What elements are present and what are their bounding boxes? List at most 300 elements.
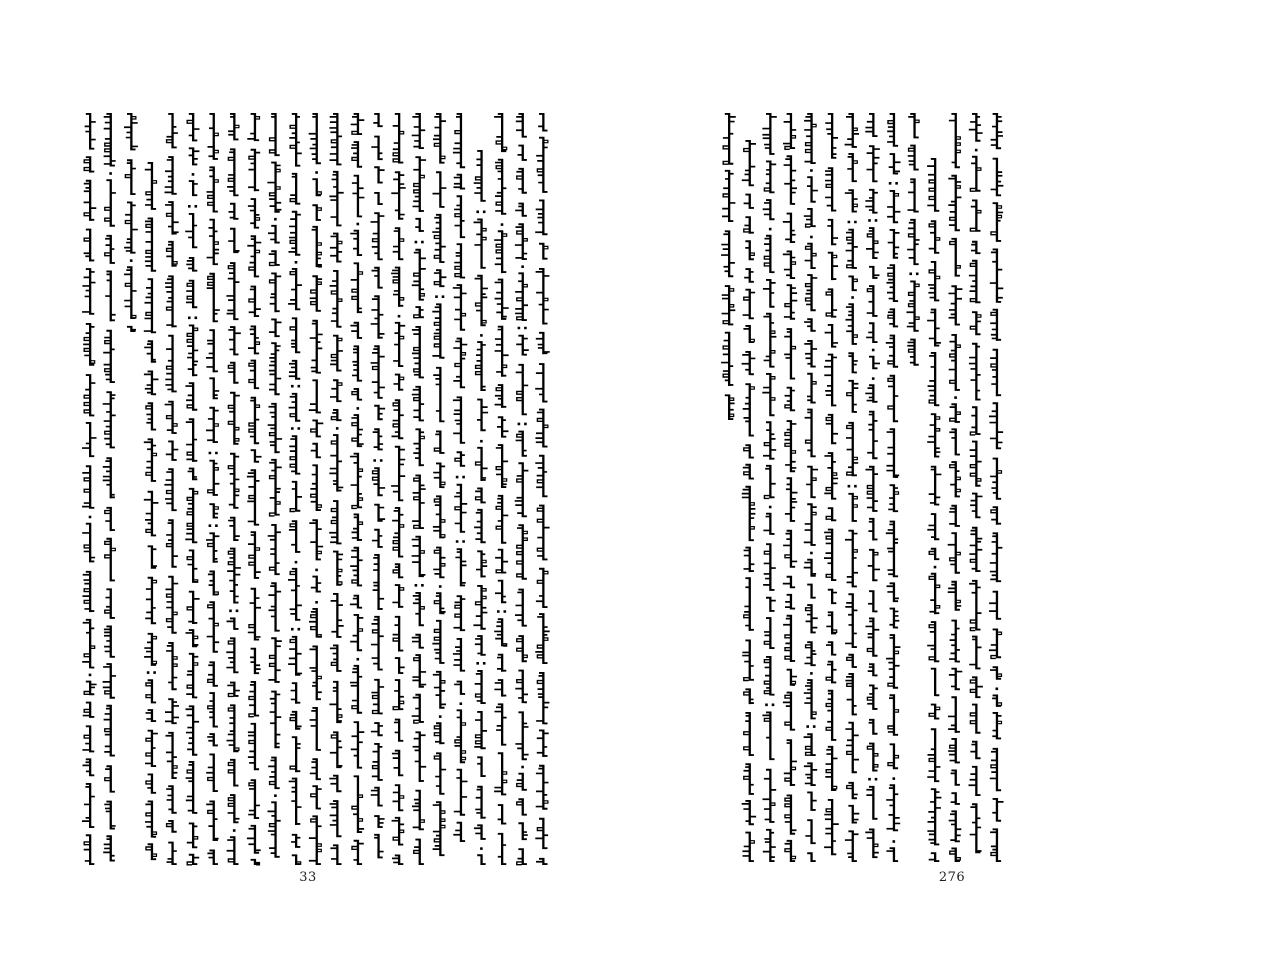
script-word [412,475,426,530]
script-word [763,513,774,535]
script-word [889,153,901,174]
script-word [515,223,528,260]
text-column [267,113,282,858]
script-word [516,335,529,356]
script-word [743,688,754,704]
script-word [989,591,1001,620]
script-word [845,530,858,588]
script-word [146,709,157,722]
script-word [535,200,547,236]
script-word [330,233,343,263]
script-word [395,657,405,674]
text-column [845,113,860,862]
script-word [393,322,405,367]
punctuation-dot [274,218,277,221]
script-word [288,268,302,310]
script-word [783,615,795,662]
script-word [742,140,756,186]
script-word [846,303,858,345]
script-word [268,757,280,790]
script-word [331,593,344,638]
right-page-number: 276 [938,870,966,885]
script-word [477,854,486,865]
text-column [886,113,901,862]
script-word [515,670,528,704]
script-word [350,614,363,651]
script-word [391,446,405,502]
script-word [289,113,302,167]
script-word [948,532,961,574]
script-word [351,262,363,313]
script-word [434,269,447,287]
script-word [929,466,942,506]
script-word [209,503,218,518]
script-word [949,505,960,527]
script-word [845,189,858,212]
script-word [516,431,527,457]
script-word [148,545,157,568]
script-word [84,681,97,696]
punctuation-full-stop [291,385,300,388]
script-word [206,754,218,793]
script-word [248,531,261,579]
script-word [331,409,342,421]
script-word [495,549,508,574]
script-word [352,514,364,542]
script-word [824,529,836,581]
script-word [166,820,177,833]
script-word [228,453,240,509]
script-word [185,382,197,411]
script-word [477,399,488,432]
script-word [310,464,322,511]
script-word [374,166,384,183]
script-word [270,691,282,749]
script-word [867,285,878,317]
script-word [124,202,138,254]
script-word [165,201,179,235]
script-word [309,815,322,865]
script-word [865,189,878,214]
script-word [209,377,219,399]
script-word [104,538,116,582]
punctuation-full-stop [229,610,238,613]
script-word [867,145,880,182]
script-word [228,326,241,355]
script-word [207,219,219,265]
script-word [187,854,200,866]
script-word [165,156,177,195]
script-word [433,463,445,489]
text-column [927,158,941,862]
script-word [867,685,878,710]
script-word [350,230,362,256]
script-word [329,434,343,492]
script-word [928,352,940,406]
script-word [989,629,1002,660]
script-word [929,548,940,560]
text-column [473,150,488,865]
script-word [82,783,95,828]
text-column [865,113,880,858]
script-word [518,145,527,161]
script-word [475,447,488,481]
script-word [888,484,899,512]
script-word [371,136,382,161]
script-word [535,818,548,849]
script-word [311,443,321,459]
script-word [207,850,217,866]
script-word [867,743,879,772]
script-word [373,113,382,127]
script-word [432,303,444,358]
text-column [144,162,159,860]
script-word [228,794,240,823]
script-word [454,195,465,238]
script-word [329,775,341,793]
script-word [374,834,384,859]
script-word [454,769,468,816]
script-word [970,406,981,435]
punctuation-dot [769,228,772,231]
punctuation-dot [810,552,813,555]
script-word [453,638,465,672]
script-word [804,340,817,368]
script-word [351,775,364,833]
script-word [83,571,95,612]
script-word [805,243,817,269]
script-word [207,273,220,323]
script-word [787,669,797,686]
script-word [269,319,282,338]
script-word [104,507,115,531]
script-word [495,279,509,320]
script-word [207,166,219,212]
script-word [124,266,137,319]
script-word [309,519,323,560]
script-word [969,527,982,572]
punctuation-dot [295,561,298,564]
script-word [536,568,549,608]
script-word [351,414,363,447]
script-word [764,235,775,273]
punctuation-full-stop [456,476,465,479]
script-word [333,551,343,586]
script-word [434,722,445,744]
punctuation-dot [357,223,360,226]
script-word [393,679,405,710]
script-word [969,766,981,796]
script-word [826,507,837,521]
script-word [763,279,776,308]
script-word [392,855,403,866]
script-word [329,113,342,165]
script-word [537,730,549,758]
script-word [412,536,426,577]
punctuation-full-stop [373,459,382,462]
script-word [104,179,116,227]
script-word [516,798,527,815]
script-word [907,281,920,332]
script-word [535,409,548,448]
script-word [992,712,1002,739]
punctuation-dot [109,172,112,175]
script-word [807,792,817,811]
script-word [124,113,138,150]
script-word [144,278,156,333]
script-word [845,673,857,715]
script-word [434,752,446,794]
script-word [310,646,322,701]
script-word [516,113,527,138]
text-column [329,113,344,865]
script-word [166,441,179,461]
script-word [826,690,837,741]
script-word [394,719,403,742]
script-word [145,577,157,624]
script-word [992,695,1002,707]
script-word [454,595,466,631]
script-word [845,830,859,862]
script-word [949,113,961,168]
script-word [392,507,404,558]
script-word [494,752,507,795]
script-word [82,422,97,457]
punctuation-full-stop [415,241,424,244]
script-word [189,147,200,165]
script-word [990,748,1001,791]
script-word [496,444,509,488]
script-word [495,703,507,745]
script-word [536,765,549,810]
script-word [433,171,447,208]
script-word [783,213,796,243]
script-word [886,521,898,578]
script-word [186,653,198,699]
punctuation-dot [89,516,92,519]
script-word [783,251,796,280]
punctuation-dot [130,259,133,262]
script-word [186,257,197,272]
script-word [351,113,365,135]
script-word [144,371,159,396]
script-word [516,635,528,662]
script-word [329,681,342,723]
script-word [866,786,877,820]
script-word [289,520,300,553]
script-word [248,198,260,229]
script-word [352,175,365,218]
text-column [742,140,757,862]
script-word [290,481,303,512]
script-word [165,335,176,393]
text-column [783,113,798,862]
script-word [309,113,321,164]
text-column [969,113,983,853]
script-word [783,530,797,568]
script-word [412,113,425,149]
punctuation-dot [357,407,360,410]
script-word [186,705,200,755]
script-word [290,711,302,730]
script-word [145,843,157,860]
script-word [537,505,550,561]
script-word [825,167,836,211]
script-word [784,739,797,786]
script-word [494,679,506,697]
punctuation-full-stop [209,452,218,455]
punctuation-dot [460,702,463,705]
script-word [166,642,178,690]
script-word [432,620,444,664]
script-word [949,238,961,277]
script-word [228,362,239,384]
script-word [887,264,899,302]
text-column [515,113,529,865]
script-word [929,852,940,862]
script-word [413,156,427,212]
script-word [309,379,321,413]
script-word [929,573,941,614]
text-column [124,113,138,332]
punctuation-dot [480,847,483,850]
text-column [804,113,818,862]
script-word [828,252,838,280]
script-word [350,665,362,714]
script-word [845,593,857,648]
script-word [744,547,755,573]
script-word [186,629,199,647]
script-word [329,171,343,227]
script-word [516,168,527,194]
script-word [289,435,300,474]
script-word [434,592,446,614]
script-word [887,582,899,602]
punctuation-full-stop [188,317,197,320]
script-word [868,518,877,541]
script-word [82,619,95,669]
script-word [289,393,301,422]
script-word [969,343,981,401]
script-word [970,741,980,760]
punctuation-full-stop [848,221,857,224]
script-word [144,340,156,363]
script-word [824,354,837,407]
script-word [374,815,384,828]
script-word [970,676,983,698]
script-word [413,428,425,466]
script-word [515,589,527,627]
script-word [807,176,818,203]
script-word [927,621,939,662]
script-word [83,702,95,718]
script-word [764,465,776,499]
script-word [866,227,879,259]
text-column [309,113,324,865]
script-word [518,822,527,840]
punctuation-full-stop [848,485,857,488]
script-word [311,576,321,593]
script-word [948,738,960,763]
script-word [721,230,735,277]
punctuation-dot [480,334,483,337]
script-word [103,391,116,448]
script-word [848,493,858,522]
text-column [989,113,1004,862]
script-word [495,384,507,408]
script-word [104,113,116,167]
script-word [454,681,465,695]
script-word [412,694,424,724]
script-word [928,261,940,301]
punctuation-full-stop [868,219,877,222]
script-word [949,334,961,391]
script-word [475,488,486,504]
script-word [433,113,446,164]
script-word [371,212,385,260]
script-word [105,271,116,322]
script-word [268,225,280,244]
script-word [806,466,818,498]
script-word [310,785,322,809]
script-word [82,523,95,563]
script-word [887,113,898,147]
script-word [352,345,362,381]
script-word [824,452,838,500]
script-word [248,149,260,191]
script-word [433,547,445,579]
script-word [869,356,880,370]
punctuation-dot [810,672,813,675]
script-word [186,418,198,462]
script-word [104,626,115,658]
script-word [784,284,797,320]
script-word [186,280,197,309]
script-word [84,834,95,865]
script-word [185,213,197,248]
script-word [165,698,179,724]
script-word [929,220,941,254]
script-word [886,335,898,368]
punctuation-full-stop [806,725,815,728]
script-word [783,113,796,150]
script-word [990,309,1001,341]
script-word [828,589,837,604]
script-word [393,616,404,652]
script-word [207,692,218,727]
script-word [969,113,983,142]
punctuation-dot [934,566,937,569]
script-word [536,332,550,354]
script-word [268,524,281,575]
script-word [228,392,240,445]
script-word [763,543,776,591]
script-word [289,778,302,825]
script-word [886,847,898,862]
script-word [292,854,302,865]
script-word [289,211,301,256]
script-word [454,243,465,278]
script-word [826,611,837,634]
script-word [498,833,507,865]
text-column [391,113,406,865]
script-word [722,285,736,325]
script-word [743,216,754,234]
script-word [824,799,839,855]
script-word [372,529,383,548]
text-column [247,113,262,866]
script-word [763,421,776,459]
